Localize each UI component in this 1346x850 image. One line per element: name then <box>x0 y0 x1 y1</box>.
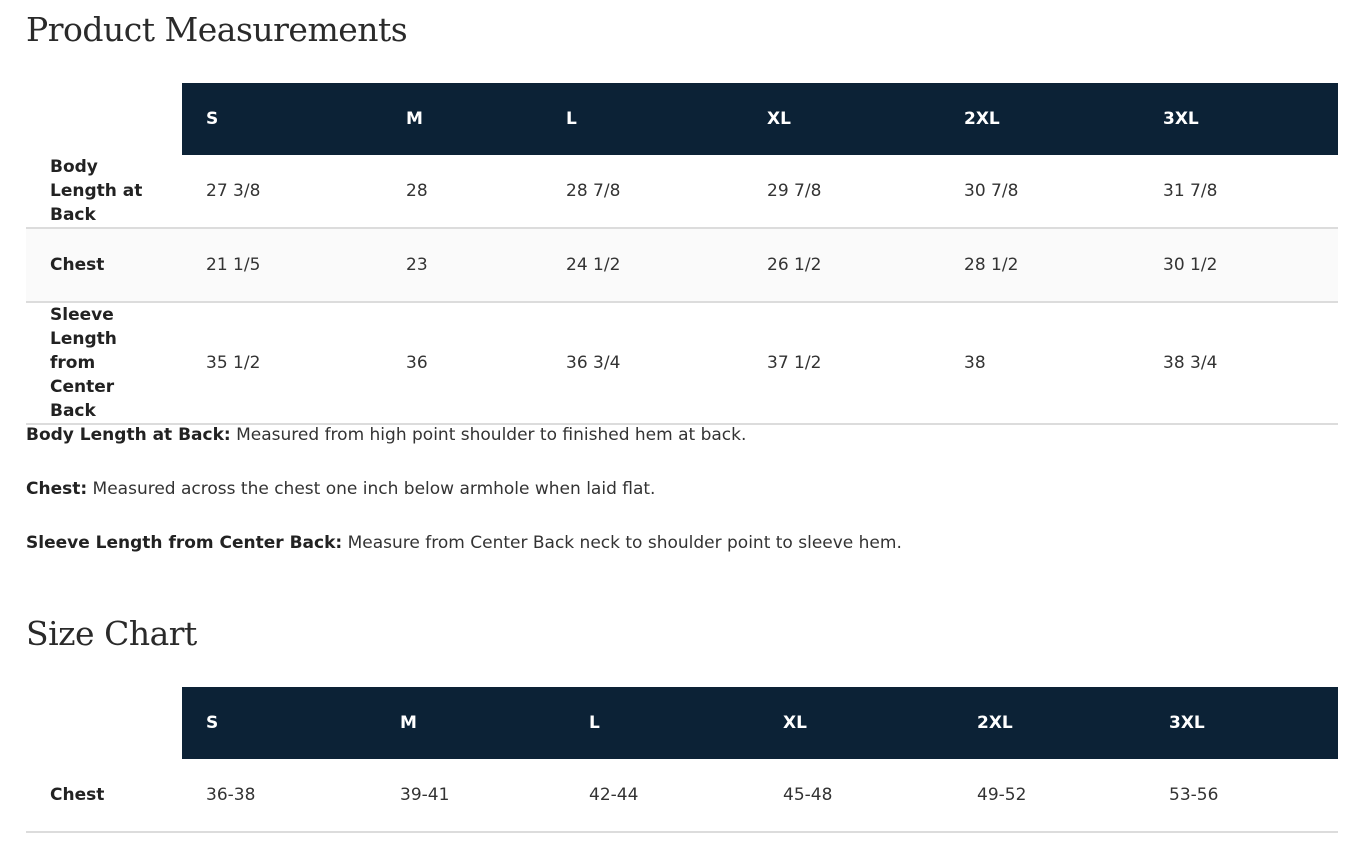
note-body-length <box>26 424 1326 447</box>
size-header: XL <box>743 83 940 155</box>
size-header: L <box>565 687 759 759</box>
table-cell: 35 1/2 <box>182 302 382 424</box>
size-header: S <box>182 83 382 155</box>
note-text: Measure from Center Back neck to shoulder point to sleeve hem. <box>342 533 902 553</box>
table-row <box>26 228 1338 302</box>
note-term: Body Length at Back: <box>26 425 231 445</box>
product-measurements-title: Product Measurements <box>26 10 408 49</box>
table-cell: 36 3/4 <box>542 302 743 424</box>
size-header: 2XL <box>953 687 1145 759</box>
table-cell: 23 <box>382 228 542 302</box>
size-header: XL <box>759 687 953 759</box>
note-term: Chest: <box>26 479 88 499</box>
measurements-table <box>26 83 1338 425</box>
table-cell: 27 3/8 <box>182 155 382 228</box>
size-header: 3XL <box>1145 687 1338 759</box>
row-label: Sleeve Length from Center Back <box>26 302 182 424</box>
table-cell: 53-56 <box>1145 759 1338 832</box>
header-corner <box>26 83 182 155</box>
table-cell: 45-48 <box>759 759 953 832</box>
table-cell: 49-52 <box>953 759 1145 832</box>
table-cell: 31 7/8 <box>1139 155 1338 228</box>
measurements-header-row <box>26 83 1338 155</box>
table-cell: 38 3/4 <box>1139 302 1338 424</box>
size-chart-title: Size Chart <box>26 614 197 653</box>
table-row <box>26 155 1338 228</box>
note-text: Measured from high point shoulder to finished hem at back. <box>230 425 747 445</box>
table-cell: 30 1/2 <box>1139 228 1338 302</box>
size-header: 3XL <box>1139 83 1338 155</box>
note-sleeve-length <box>26 532 1326 555</box>
table-cell: 28 7/8 <box>542 155 743 228</box>
table-cell: 28 1/2 <box>940 228 1139 302</box>
table-cell: 30 7/8 <box>940 155 1139 228</box>
table-row <box>26 759 1338 832</box>
table-cell: 28 <box>382 155 542 228</box>
size-header: M <box>376 687 565 759</box>
table-cell: 36-38 <box>182 759 376 832</box>
note-text: Measured across the chest one inch below armhole when laid flat. <box>87 479 656 499</box>
row-label: Chest <box>26 228 182 302</box>
table-cell: 29 7/8 <box>743 155 940 228</box>
size-header: L <box>542 83 743 155</box>
table-cell: 26 1/2 <box>743 228 940 302</box>
note-term: Sleeve Length from Center Back: <box>26 533 343 553</box>
size-header: M <box>382 83 542 155</box>
row-label: Body Length at Back <box>26 155 182 228</box>
measurement-notes <box>26 424 1326 586</box>
table-row <box>26 302 1338 424</box>
table-cell: 36 <box>382 302 542 424</box>
size-chart-header-row <box>26 687 1338 759</box>
header-corner <box>26 687 182 759</box>
size-header: S <box>182 687 376 759</box>
table-cell: 39-41 <box>376 759 565 832</box>
table-cell: 24 1/2 <box>542 228 743 302</box>
note-chest <box>26 478 1326 501</box>
table-cell: 21 1/5 <box>182 228 382 302</box>
table-cell: 42-44 <box>565 759 759 832</box>
size-header: 2XL <box>940 83 1139 155</box>
table-cell: 37 1/2 <box>743 302 940 424</box>
table-cell: 38 <box>940 302 1139 424</box>
row-label: Chest <box>26 759 182 832</box>
size-chart-table <box>26 687 1338 833</box>
